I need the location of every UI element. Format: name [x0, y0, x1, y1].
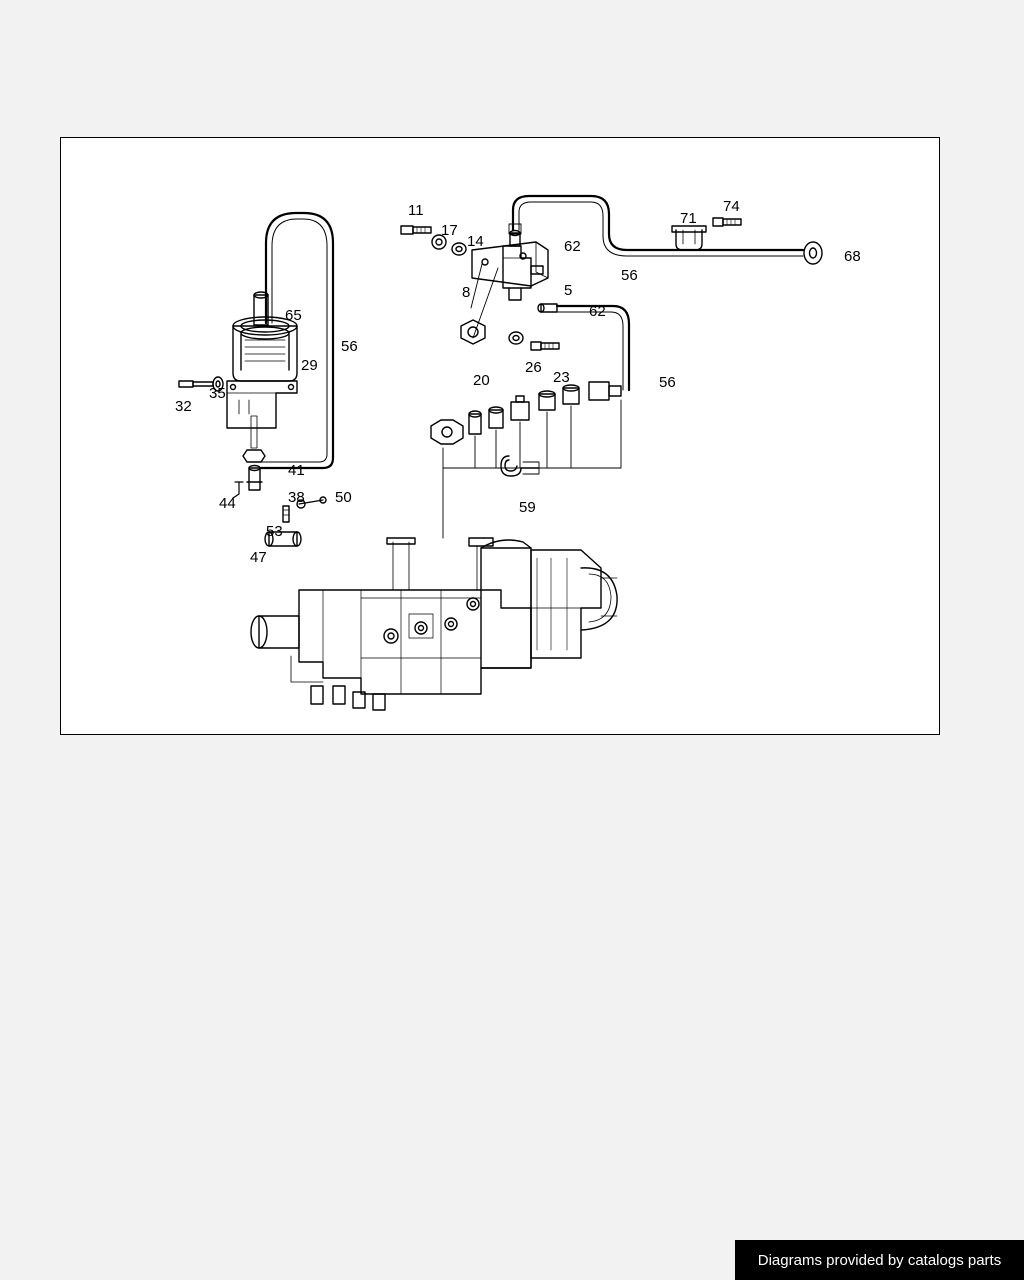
watermark-banner: Diagrams provided by catalogs parts — [735, 1240, 1024, 1280]
callout-26: 26 — [525, 359, 542, 376]
callout-62-mid: 62 — [589, 303, 606, 320]
callout-71: 71 — [680, 210, 697, 227]
callout-56-top: 56 — [621, 267, 638, 284]
callout-20: 20 — [473, 372, 490, 389]
parts-diagram-illustration — [61, 138, 939, 734]
callout-8: 8 — [462, 284, 471, 301]
callout-74: 74 — [723, 198, 740, 215]
callout-41: 41 — [288, 462, 305, 479]
callout-47: 47 — [250, 549, 267, 566]
callout-68: 68 — [844, 248, 861, 265]
parts-diagram-frame — [60, 137, 940, 735]
callout-53: 53 — [266, 523, 283, 540]
callout-50: 50 — [335, 489, 352, 506]
callout-29: 29 — [301, 357, 318, 374]
callout-35: 35 — [209, 385, 226, 402]
callout-59: 59 — [519, 499, 536, 516]
callout-32: 32 — [175, 398, 192, 415]
callout-56-left: 56 — [341, 338, 358, 355]
callout-38: 38 — [288, 489, 305, 506]
callout-65: 65 — [285, 307, 302, 324]
callout-44: 44 — [219, 495, 236, 512]
callout-14: 14 — [467, 233, 484, 250]
callout-5: 5 — [564, 282, 573, 299]
callout-17: 17 — [441, 222, 458, 239]
callout-23: 23 — [553, 369, 570, 386]
callout-62-top: 62 — [564, 238, 581, 255]
callout-56-right: 56 — [659, 374, 676, 391]
callout-11: 11 — [408, 202, 424, 219]
